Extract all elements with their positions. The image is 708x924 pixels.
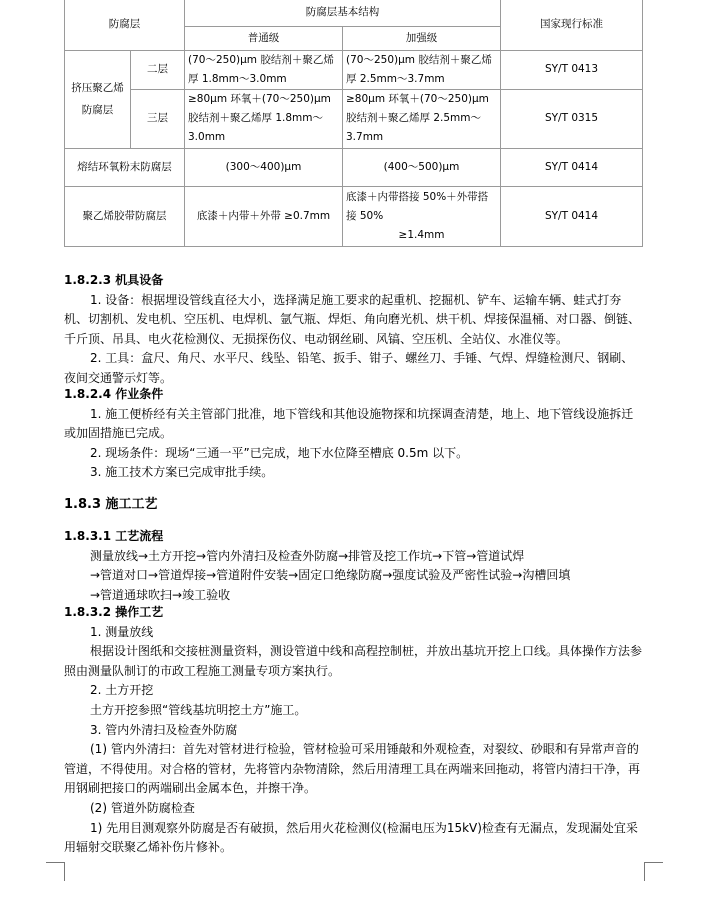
heading-1824: 1.8.2.4 作业条件 [64, 387, 164, 401]
section-1832 [64, 603, 644, 858]
para-condition-3: 3. 施工技术方案已完成审批手续。 [90, 465, 274, 480]
item-cleaning: 3. 管内外清扫及检查外防腐 [90, 722, 238, 737]
cell-group-extruded-pe: 挤压聚乙烯防腐层 [65, 50, 131, 148]
cell-r1-normal: (70～250)μm 胶结剂＋聚乙烯厚 1.8mm～3.0mm [185, 50, 343, 89]
flow-line-1: 测量放线→土方开挖→管内外清扫及检查外防腐→排管及挖工作坑→下管→管道试焊 [90, 548, 525, 563]
cell-r2-standard: SY/T 0315 [501, 89, 643, 148]
heading-1823: 1.8.2.3 机具设备 [64, 273, 164, 287]
cell-r3-normal: (300～400)μm [185, 148, 343, 186]
para-survey: 根据设计图纸和交接桩测量资料，测设管道中线和高程控制桩，并放出基坑开挖上口线。具体操作方法参照由测量队制订的市政工程施工测量专项方案执行。 [64, 644, 643, 678]
cell-fbe-layer: 熔结环氧粉末防腐层 [65, 148, 185, 186]
anticorrosion-spec-table [64, 0, 643, 247]
cell-pe-tape-layer: 聚乙烯胶带防腐层 [65, 186, 185, 246]
cell-r4-reinforced [343, 186, 501, 246]
header-reinforced: 加强级 [343, 26, 501, 50]
header-standard: 国家现行标准 [501, 0, 643, 50]
cell-r1-standard: SY/T 0413 [501, 50, 643, 89]
cell-r4-reinforced-line1: 底漆＋内带搭接 50%＋外带搭接 50% [346, 190, 489, 222]
section-1823 [64, 271, 644, 389]
header-structure: 防腐层基本结构 [185, 0, 501, 26]
para-equipment: 1. 设备：根据埋设管线直径大小，选择满足施工要求的起重机、挖掘机、铲车、运输车辆、蛙式打夯机、切割机、发电机、空压机、电焊机、氩气瓶、焊炬、角向磨光机、烘干机、焊接保温桶、对口器、倒链、千斤顶、吊具、电火花检测仪、无损探伤仪、电动钢丝刷、风镐、空压机、全站仪、水准仪等。 [64, 292, 641, 346]
page-corner-mark-left [46, 862, 65, 881]
item-coating-check: (2) 管道外防腐检查 [90, 800, 195, 815]
item-survey: 1. 测量放线 [90, 624, 154, 639]
item-earthwork: 2. 土方开挖 [90, 683, 154, 698]
para-condition-2: 2. 现场条件：现场“三通一平”已完成，地下水位降至槽底 0.5m 以下。 [90, 445, 469, 460]
cell-r3-reinforced: (400～500)μm [343, 148, 501, 186]
section-1824 [64, 385, 644, 483]
cell-r4-standard: SY/T 0414 [501, 186, 643, 246]
header-layer: 防腐层 [65, 0, 185, 50]
section-1831 [64, 527, 644, 605]
cell-r2-normal: ≥80μm 环氧＋(70～250)μm 胶结剂＋聚乙烯厚 1.8mm～3.0mm [185, 89, 343, 148]
cell-r2-reinforced: ≥80μm 环氧＋(70～250)μm 胶结剂＋聚乙烯厚 2.5mm～3.7mm [343, 89, 501, 148]
cell-three-layer: 三层 [131, 89, 185, 148]
flow-line-3: →管道通球吹扫→竣工验收 [90, 587, 231, 602]
para-earthwork: 土方开挖参照“管线基坑明挖土方”施工。 [90, 702, 307, 717]
heading-1831: 1.8.3.1 工艺流程 [64, 529, 164, 543]
para-tools: 2. 工具：盒尺、角尺、水平尺、线坠、铅笔、扳手、钳子、螺丝刀、手锤、气焊、焊缝检测尺、钢刷、夜间交通警示灯等。 [64, 351, 634, 385]
cell-two-layer: 二层 [131, 50, 185, 89]
cell-r1-reinforced: (70～250)μm 胶结剂＋聚乙烯厚 2.5mm～3.7mm [343, 50, 501, 89]
para-coating-check: 1) 先用目测观察外防腐是否有破损，然后用火花检测仪(检漏电压为15kV)检查有无漏点，发现漏处宜采用辐射交联聚乙烯补伤片修补。 [64, 820, 638, 855]
cell-r3-standard: SY/T 0414 [501, 148, 643, 186]
heading-183: 1.8.3 施工工艺 [64, 497, 158, 512]
page-corner-mark-right [644, 862, 663, 881]
cell-r4-reinforced-line2: ≥1.4mm [398, 228, 445, 241]
para-cleaning: (1) 管内外清扫：首先对管材进行检验，管材检验可采用锤敲和外观检查，对裂纹、砂眼和有异常声音的管道，不得使用。对合格的管材，先将管内杂物清除，然后用清理工具在两端来回拖动，将管内清扫干净，再用钢刷把接口的两端刷出金属本色，并擦干净。 [64, 742, 641, 796]
header-normal: 普通级 [185, 26, 343, 50]
heading-1832: 1.8.3.2 操作工艺 [64, 605, 164, 619]
section-183 [64, 495, 644, 515]
flow-line-2: →管道对口→管道焊接→管道附件安装→固定口绝缘防腐→强度试验及严密性试验→沟槽回填 [90, 568, 571, 583]
cell-r4-normal: 底漆＋内带＋外带 ≥0.7mm [185, 186, 343, 246]
para-condition-1: 1. 施工便桥经有关主管部门批准，地下管线和其他设施物探和坑探调查清楚，地上、地下管线设施拆迁或加固措施已完成。 [64, 406, 634, 441]
